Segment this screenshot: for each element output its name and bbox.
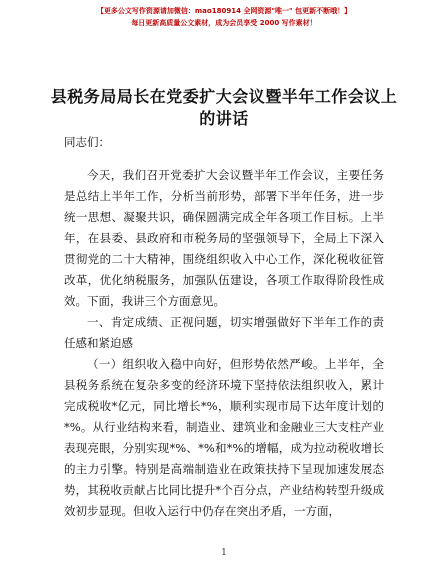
- salutation: 同志们：: [64, 135, 110, 149]
- page-number: 1: [221, 548, 227, 558]
- header-banner: [0, 6, 448, 29]
- document-body: [64, 132, 384, 522]
- document-title: 县税务局局长在党委扩大会议暨半年工作会议上的讲话: [50, 87, 398, 128]
- banner-line-1: 【更多公文写作资源请加微信：mao180914 全网资源"唯一" 包更新不断哦！】: [96, 7, 352, 15]
- section-heading: 一、肯定成绩、正视问题，切实增强做好下半年工作的责任感和紧迫感: [64, 315, 384, 350]
- paragraph-revenue: （一）组织收入稳中向好，但形势依然严峻。上半年，全县税务系统在复杂多变的经济环境下坚持依法组织收入，累计完成税收*亿元，同比增长*%，顺利实现市局下达年度计划的*%。从行业结构来看，制造业、建筑业和金融业三大支柱产业表现亮眼，分别实现*%、*%和*%的增幅，成为拉动税收增长的主力引擎。特别是高端制造业在政策扶持下呈现加速发展态势，其税收贡献占比同比提升*个百分点，产业结构转型升级成效初步显现。但收入运行中仍存在突出矛盾，一方面，: [64, 357, 384, 518]
- paragraph-intro: 今天，我们召开党委扩大会议暨半年工作会议，主要任务是总结上半年工作，分析当前形势，部署下半年任务，进一步统一思想、凝聚共识，确保圆满完成全年各项工作目标。上半年，在县委、县政府和市税务局的坚强领导下，全局上下深入贯彻党的二十大精神，围绕组织收入中心工作，深化税收征管改革，优化纳税服务，加强队伍建设，各项工作取得阶段性成效。下面，我讲三个方面意见。: [64, 168, 384, 308]
- banner-line-2: 每日更新高质量公文素材，成为会员享受 2000 写作素材！: [131, 19, 317, 27]
